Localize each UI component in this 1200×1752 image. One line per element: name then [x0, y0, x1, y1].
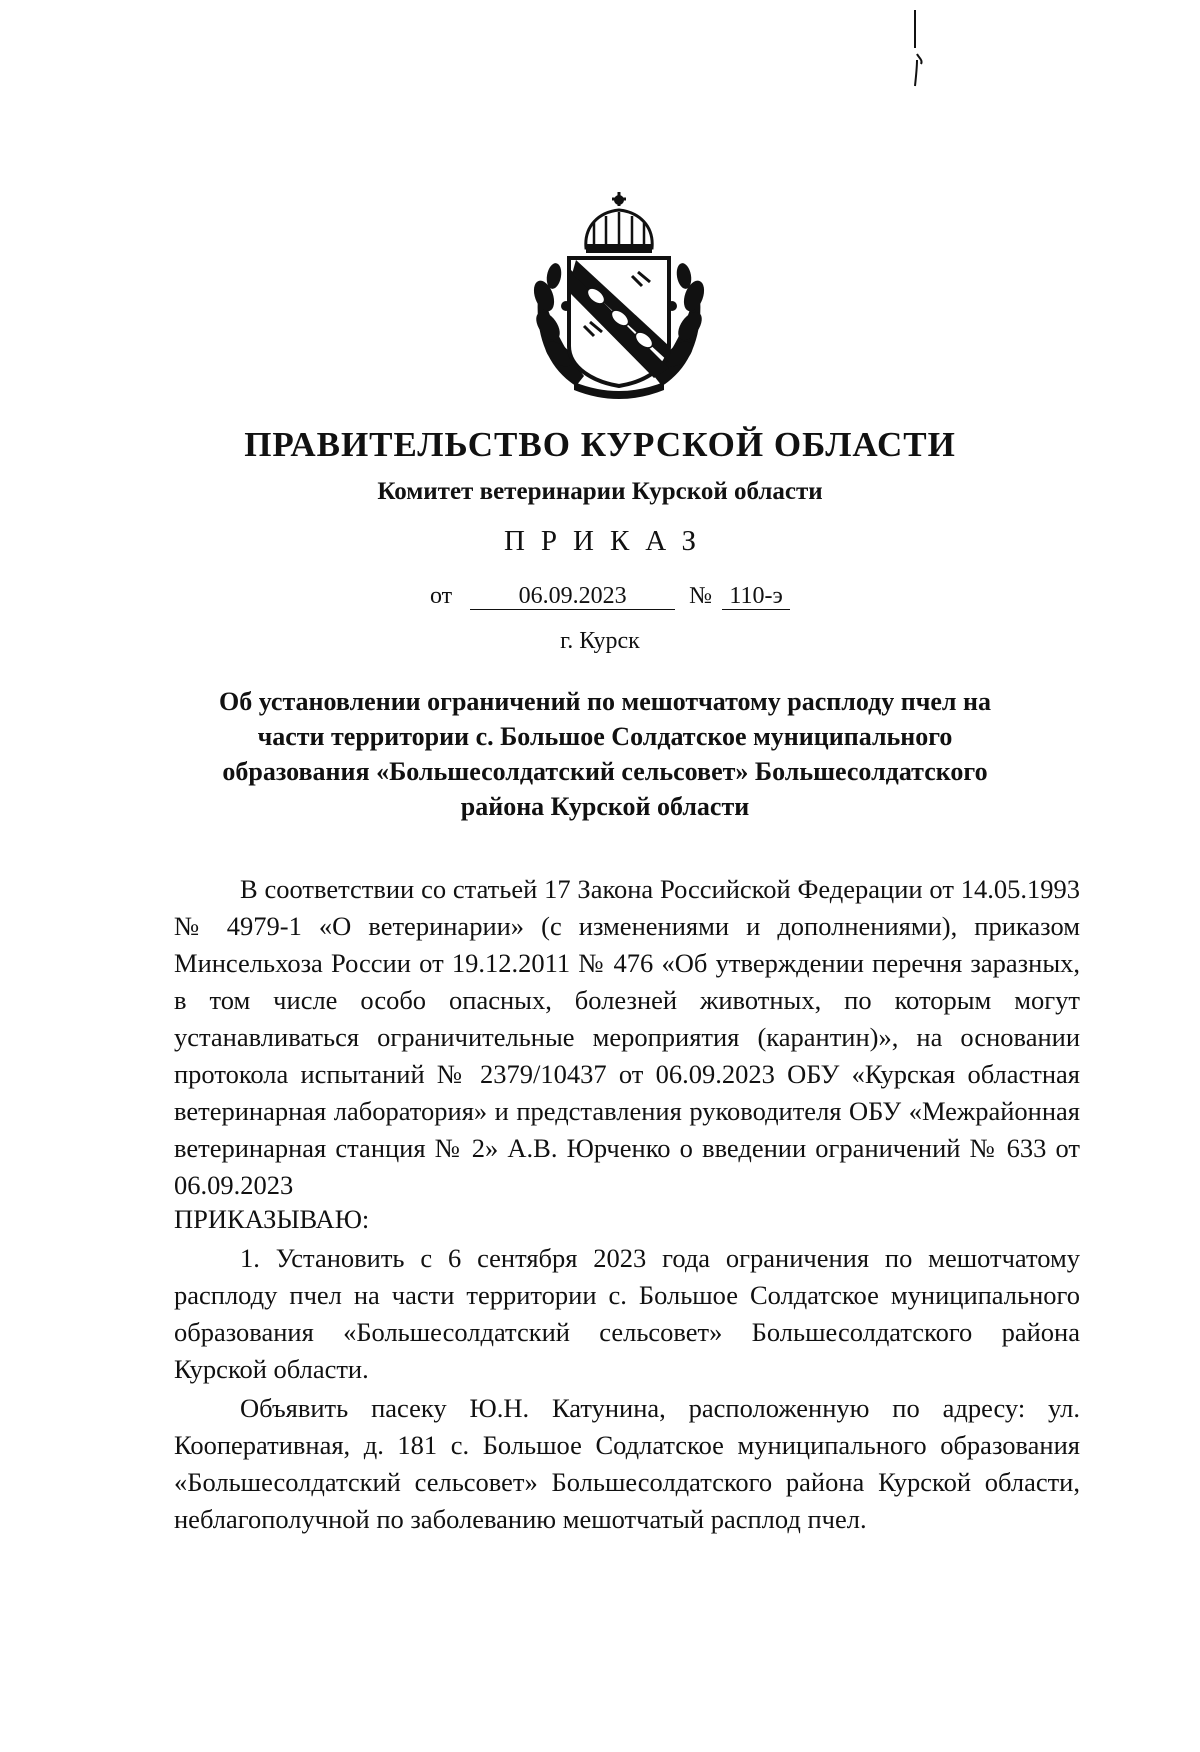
document-number: 110-э: [722, 583, 790, 610]
margin-pen-mark: [905, 8, 935, 88]
document-date: 06.09.2023: [470, 583, 675, 610]
item-1-continued-paragraph: Объявить пасеку Ю.Н. Катунина, расположенную по адресу: ул. Кооперативная, д. 181 с. Большое Содлатское муниципального образования «Большесолдатский сельсовет» Большесолдатского района Курской области, неблагополучной по заболеванию мешотчатый расплод пчел.: [174, 1393, 1080, 1534]
date-number-line: [430, 583, 790, 610]
preamble-text: В соответствии со статьей 17 Закона Российской Федерации от 14.05.1993 № 4979-1 «О ветеринарии» (с изменениями и дополнениями), приказом Минсельхоза России от 19.12.2011 № 476 «Об утверждении перечня заразных, в том числе особо опасных, болезней животных, по которым могут устанавливаться ограничительные мероприятия (карантин)», на основании протокола испытаний № 2379/10437 от 06.09.2023 ОБУ «Курская областная ветеринарная лаборатория» и представления руководителя ОБУ «Межрайонная ветеринарная станция № 2» А.В. Юрченко о введении ограничений № 633 от 06.09.2023: [174, 874, 1080, 1200]
number-sign: №: [689, 583, 713, 609]
government-title: ПРАВИТЕЛЬСТВО КУРСКОЙ ОБЛАСТИ: [244, 425, 956, 464]
order-word: ПРИКАЗЫВАЮ:: [174, 1204, 370, 1234]
crown-icon: [586, 192, 652, 253]
item-1-paragraph: 1. Установить с 6 сентября 2023 года ограничения по мешотчатому расплоду пчел на части территории с. Большое Солдатское муниципального образования «Большесолдатский сельсовет» Большесолдатского района Курской области.: [174, 1243, 1080, 1384]
shield-icon: [569, 258, 669, 386]
committee-name: Комитет ветеринарии Курской области: [377, 478, 823, 505]
preamble-paragraph: [174, 871, 1080, 1204]
document-type: ПРИКАЗ: [503, 525, 713, 557]
coat-of-arms-icon: [514, 186, 724, 406]
order-subject: Об установлении ограничений по мешотчатому расплоду пчел на части территории с. Большое Солдатское муниципального образования «Большесолдатский сельсовет» Большесолдатского района Курской области: [219, 687, 991, 821]
date-prefix: от: [430, 583, 453, 609]
city: г. Курск: [560, 628, 640, 654]
